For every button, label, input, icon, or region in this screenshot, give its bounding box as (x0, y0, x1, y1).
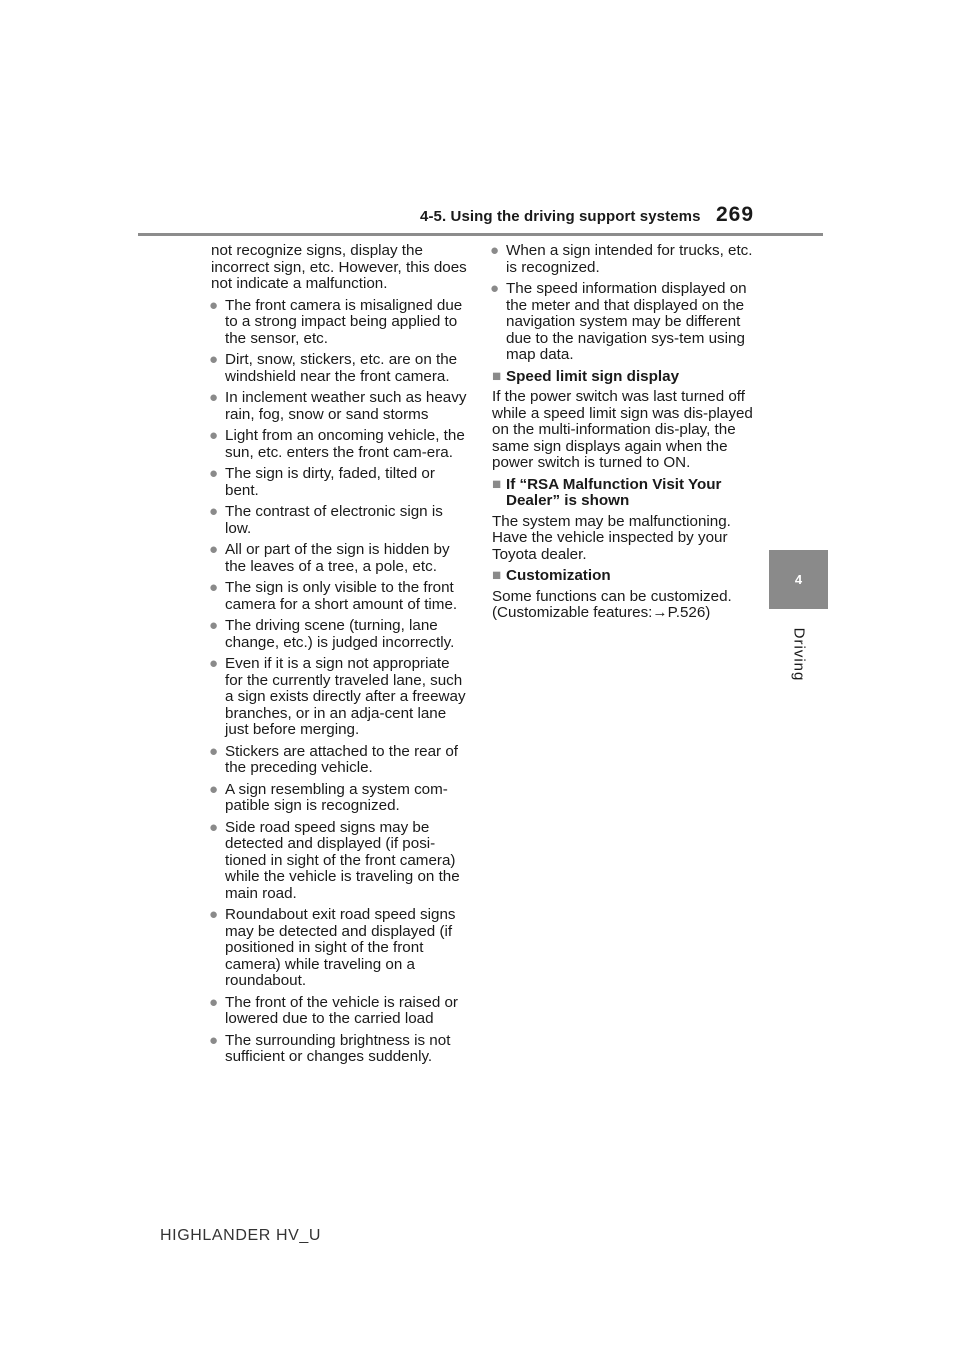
left-column (211, 243, 469, 1071)
section-heading-text: If “RSA Malfunction Visit Your Dealer” is shown (506, 475, 722, 509)
bullet-icon: ● (490, 242, 500, 259)
list-item-text: A sign resembling a system com-patible sign is recognized. (225, 780, 448, 814)
section-heading (492, 369, 754, 386)
list-item-text: Stickers are attached to the rear of the preceding vehicle. (225, 742, 458, 776)
list-item (211, 782, 469, 815)
bullet-icon: ● (209, 296, 219, 314)
chapter-tab[interactable] (769, 550, 828, 609)
list-item-text: The sign is only visible to the front camera for a short amount of time. (225, 579, 458, 613)
list-item (211, 428, 469, 461)
bullet-icon: ● (209, 742, 219, 760)
list-item (211, 907, 469, 990)
section-body: If the power switch was last turned off while a speed limit sign was dis-played on the multi-information dis-play, the same sign displays again when the power switch is turned to ON. (492, 388, 753, 471)
list-item (211, 504, 469, 537)
section-heading-text: Customization (506, 567, 611, 584)
bullet-icon: ● (209, 1031, 219, 1049)
bullet-icon: ● (209, 427, 219, 444)
list-item-text: The sign is dirty, faded, tilted or bent. (225, 465, 435, 499)
list-item-text: When a sign intended for trucks, etc. is recognized. (506, 242, 753, 276)
list-item-text: The front of the vehicle is raised or lowered due to the carried load (225, 993, 458, 1027)
section-heading (492, 477, 754, 510)
bullet-icon: ● (209, 579, 219, 596)
section-heading (492, 568, 754, 585)
section-title: 4-5. Using the driving support systems (420, 208, 701, 225)
bullet-icon: ● (209, 993, 219, 1011)
square-bullet-icon: ■ (492, 475, 502, 493)
list-item-text: Dirt, snow, stickers, etc. are on the windshield near the front camera. (225, 351, 458, 385)
bullet-icon: ● (490, 280, 500, 297)
section-body: The system may be malfunctioning. Have the vehicle inspected by your Toyota dealer. (492, 512, 731, 563)
bullet-icon: ● (209, 906, 219, 923)
list-item-text: The contrast of electronic sign is low. (225, 503, 443, 537)
bullet-icon: ● (209, 465, 219, 482)
list-item (211, 390, 469, 423)
list-item-text: Roundabout exit road speed signs may be detected and displayed (if positioned in sight of the front camera) while traveling on a roundabout. (225, 906, 456, 989)
list-item-text: In inclement weather such as heavy rain, fog, snow or sand storms (225, 389, 467, 423)
list-item (211, 618, 469, 651)
list-item (492, 243, 754, 276)
list-item (211, 542, 469, 575)
bullet-icon: ● (209, 389, 219, 406)
bullet-icon: ● (209, 780, 219, 798)
bullet-icon: ● (209, 617, 219, 634)
list-item (211, 466, 469, 499)
list-item (211, 995, 469, 1028)
list-item (211, 1033, 469, 1066)
list-item-text: Light from an oncoming vehicle, the sun, etc. enters the front cam-era. (225, 427, 465, 461)
list-item (211, 580, 469, 613)
section-body: Some functions can be customized. (Customizable features:→P.526) (492, 587, 732, 621)
list-item-text: All or part of the sign is hidden by the leaves of a tree, a pole, etc. (225, 541, 450, 575)
list-item (211, 744, 469, 777)
list-item-text: The surrounding brightness is not sufficient or changes suddenly. (225, 1031, 451, 1065)
chapter-number: 4 (794, 572, 803, 587)
square-bullet-icon: ■ (492, 367, 502, 385)
right-column (492, 243, 754, 627)
list-item (211, 820, 469, 903)
section-heading-text: Speed limit sign display (506, 367, 680, 385)
bullet-icon: ● (209, 351, 219, 368)
model-footer: HIGHLANDER HV_U (160, 1227, 322, 1244)
list-item-text: Side road speed signs may be detected and displayed (if posi-tioned in sight of the front camera) while the vehicle is traveling on the main road. (225, 818, 460, 902)
list-item-text: The speed information displayed on the meter and that displayed on the navigation system may be different due to the navigation sys-tem using map data. (506, 280, 747, 363)
bullet-icon: ● (209, 503, 219, 520)
list-item (211, 298, 469, 348)
chapter-label: Driving (790, 627, 808, 682)
bullet-icon: ● (209, 818, 219, 836)
page-number: 269 (716, 203, 755, 226)
square-bullet-icon: ■ (492, 567, 502, 584)
list-item-text: The front camera is misaligned due to a strong impact being applied to the sensor, etc. (225, 296, 463, 347)
bullet-icon: ● (209, 655, 219, 672)
bullet-icon: ● (209, 541, 219, 558)
list-item-text: The driving scene (turning, lane change, etc.) is judged incorrectly. (225, 617, 455, 651)
list-item-text: Even if it is a sign not appropriate for the currently traveled lane, such a sign exists directly after a freeway branches, or in an adja-cent lane just before merging. (225, 655, 466, 738)
list-item (211, 656, 469, 739)
header-divider (138, 233, 823, 236)
list-item (211, 352, 469, 385)
intro-text: not recognize signs, display the incorrect sign, etc. However, this does not indicate a malfunction. (211, 242, 467, 292)
list-item (492, 281, 754, 364)
